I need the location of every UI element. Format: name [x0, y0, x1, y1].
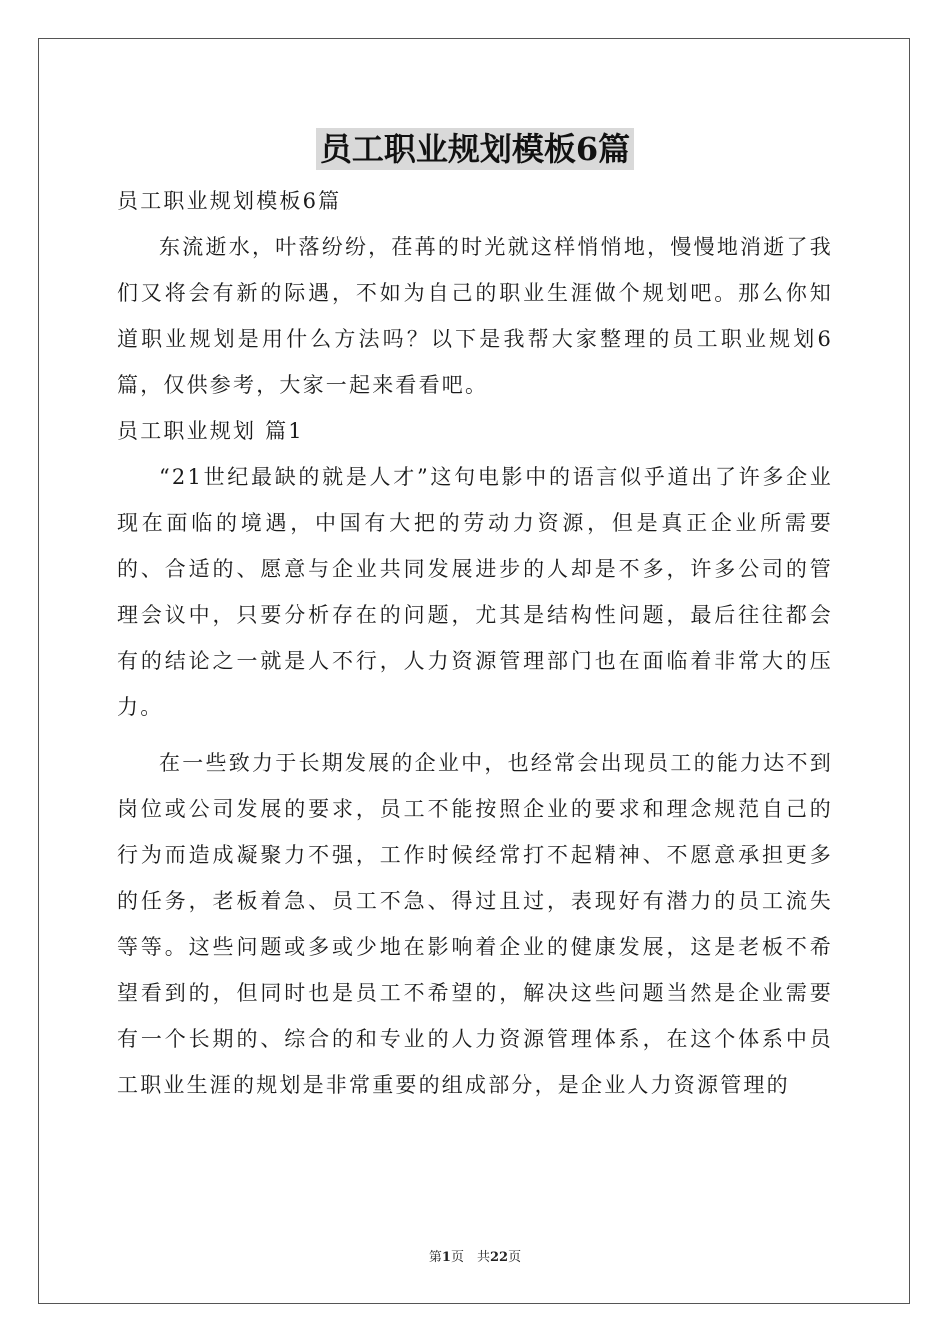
footer-prefix: 第	[428, 1250, 442, 1265]
page-footer	[0, 1246, 950, 1265]
document-body	[117, 178, 833, 1108]
body-paragraph-2: 在一些致力于长期发展的企业中，也经常会出现员工的能力达不到岗位或公司发展的要求，员工不能按照企业的要求和理念规范自己的行为而造成凝聚力不强，工作时候经常打不起精神、不愿意承担更多的任务，老板着急、员工不急、得过且过，表现好有潜力的员工流失等等。这些问题或多或少地在影响着企业的健康发展，这是老板不希望看到的，但同时也是员工不希望的，解决这些问题当然是企业需要有一个长期的、综合的和专业的人力资源管理体系，在这个体系中员工职业生涯的规划是非常重要的组成部分，是企业人力资源管理的	[117, 751, 833, 1097]
footer-total-pages: 22	[489, 1250, 509, 1265]
footer-suffix: 页	[508, 1250, 522, 1265]
footer-middle: 页 共	[450, 1250, 490, 1265]
footer-current-page: 1	[441, 1250, 451, 1265]
section-heading: 员工职业规划 篇1	[117, 419, 304, 443]
document-title: 员工职业规划模板6篇	[316, 128, 634, 170]
body-paragraph-1: “21世纪最缺的就是人才”这句电影中的语言似乎道出了许多企业现在面临的境遇，中国有大把的劳动力资源，但是真正企业所需要的、合适的、愿意与企业共同发展进步的人却是不多，许多公司的管理会议中，只要分析存在的问题，尤其是结构性问题，最后往往都会有的结论之一就是人不行，人力资源管理部门也在面临着非常大的压力。	[117, 465, 833, 719]
document-subtitle: 员工职业规划模板6篇	[117, 189, 342, 213]
title-container	[0, 128, 950, 170]
intro-paragraph: 东流逝水，叶落纷纷，荏苒的时光就这样悄悄地，慢慢地消逝了我们又将会有新的际遇，不如为自己的职业生涯做个规划吧。那么你知道职业规划是用什么方法吗？以下是我帮大家整理的员工职业规划6篇，仅供参考，大家一起来看看吧。	[117, 235, 833, 397]
